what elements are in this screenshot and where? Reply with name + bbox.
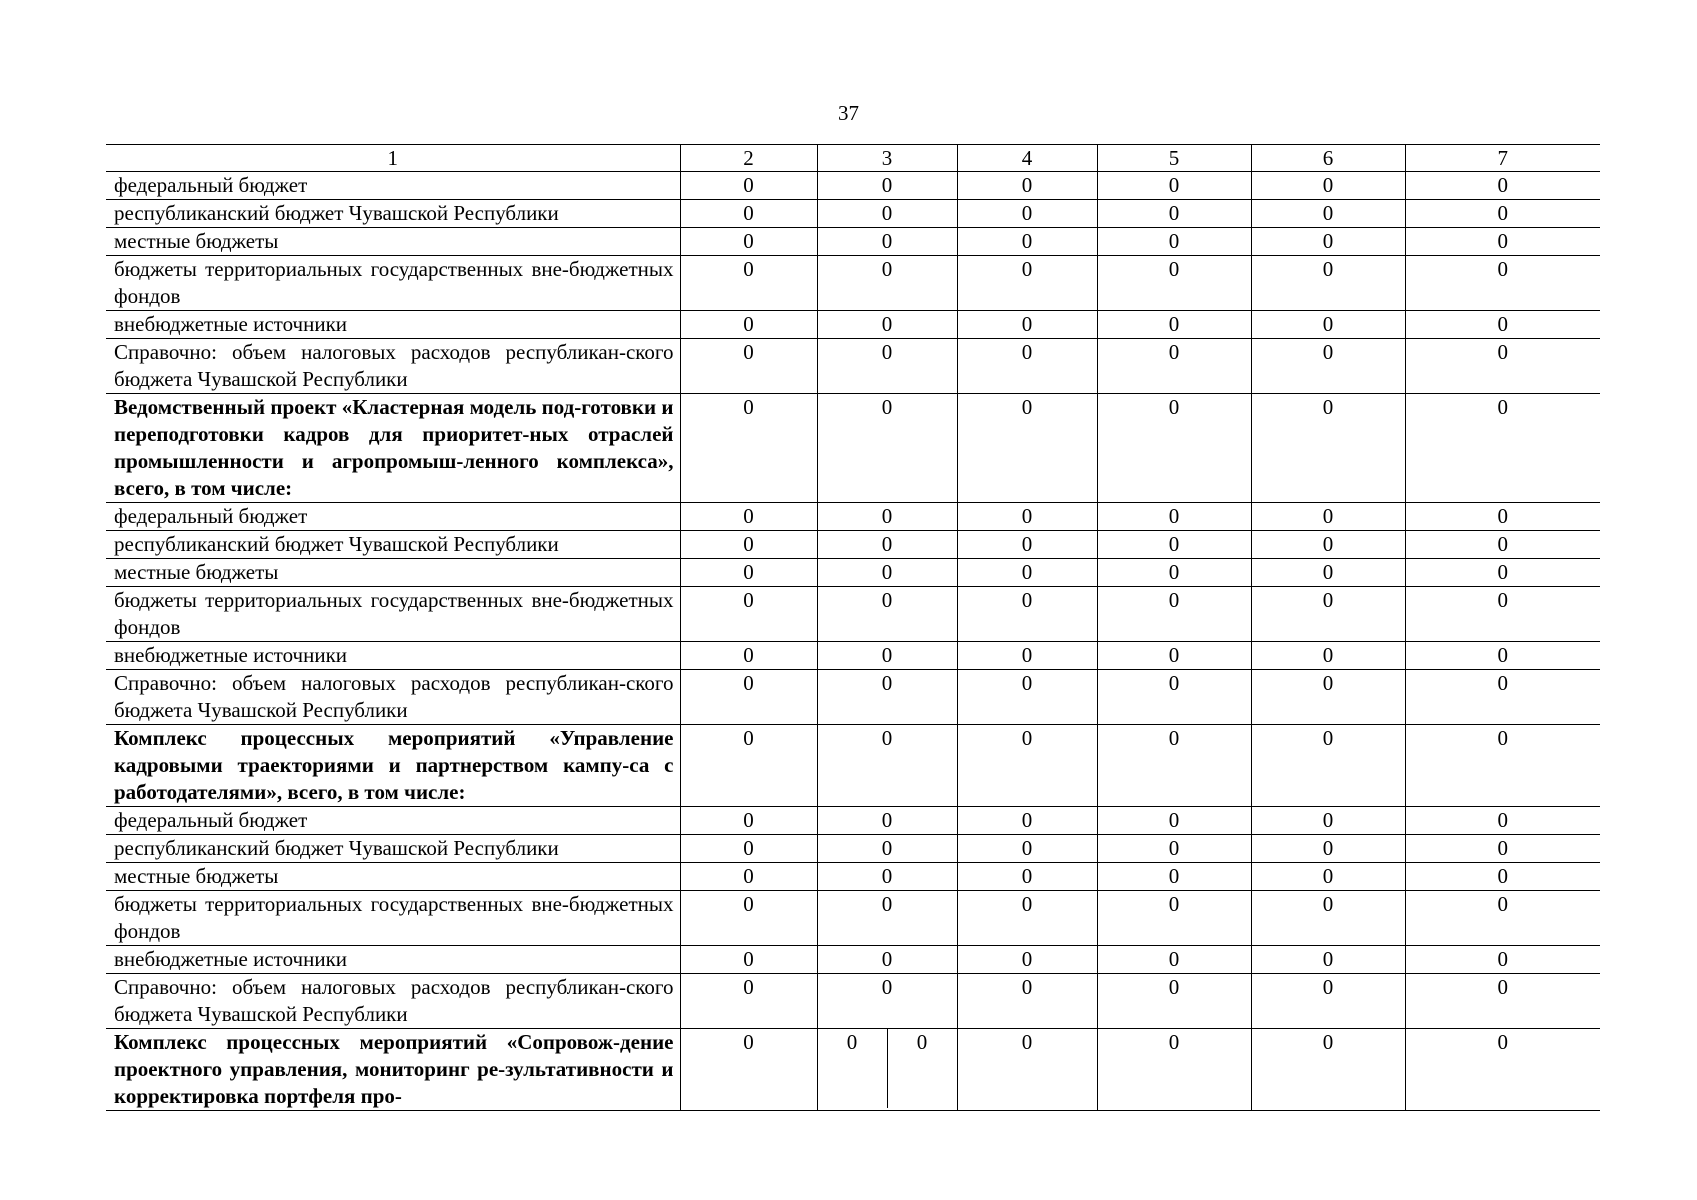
value-cell: 0 (817, 725, 957, 807)
row-label-cell (106, 311, 680, 339)
value-cell: 0 (1251, 974, 1405, 1029)
value-cell: 0 (817, 835, 957, 863)
value-cell: 0 (1405, 394, 1600, 503)
section-label: Комплекс процессных мероприятий «Сопровож-дение проектного управления, мониторинг ре-зультативности и корректировка портфеля про- (114, 1030, 674, 1108)
value-cell: 0 (1405, 1029, 1600, 1111)
value-cell: 0 (817, 974, 957, 1029)
table-row (106, 946, 1600, 974)
value-cell: 0 (1251, 503, 1405, 531)
value-cell: 0 (680, 642, 817, 670)
value-cell: 0 (1097, 587, 1251, 642)
value-cell: 0 (680, 311, 817, 339)
value-cell: 0 (1097, 394, 1251, 503)
row-label: Справочно: объем налоговых расходов республикан-ского бюджета Чувашской Республики (114, 975, 674, 1026)
value-cell: 0 (1097, 172, 1251, 200)
value-cell: 0 (817, 531, 957, 559)
value-cell: 0 (1251, 807, 1405, 835)
value-cell: 0 (1405, 559, 1600, 587)
value-cell: 0 (817, 807, 957, 835)
value-cell: 0 (1405, 807, 1600, 835)
row-label: Справочно: объем налоговых расходов республикан-ского бюджета Чувашской Республики (114, 671, 674, 722)
value-cell: 0 (1097, 311, 1251, 339)
value-cell: 0 (1097, 891, 1251, 946)
value-cell: 0 (957, 559, 1097, 587)
page-number: 37 (838, 101, 859, 125)
value-cell: 0 (1405, 670, 1600, 725)
value-cell: 0 (957, 228, 1097, 256)
value-cell: 0 (680, 503, 817, 531)
value-cell: 0 (1405, 256, 1600, 311)
value-cell: 0 (1405, 172, 1600, 200)
value-cell: 0 (1097, 835, 1251, 863)
section-label: Ведомственный проект «Кластерная модель под-готовки и переподготовки кадров для приоритет-ных отраслей промышленности и агропромыш-ленного комплекса», всего, в том числе: (114, 395, 674, 500)
value-cell: 0 (1097, 946, 1251, 974)
value-cell: 0 (1251, 835, 1405, 863)
table-row (106, 891, 1600, 946)
value-cell: 0 (1097, 863, 1251, 891)
value-cell: 0 (1251, 1029, 1405, 1111)
value-cell: 0 (680, 863, 817, 891)
row-label-cell (106, 863, 680, 891)
value-cell: 0 (1405, 503, 1600, 531)
row-label: местные бюджеты (114, 229, 279, 253)
row-label-cell (106, 670, 680, 725)
budget-table (106, 144, 1600, 1111)
value-cell: 0 (1097, 725, 1251, 807)
value-cell: 0 (957, 311, 1097, 339)
table-row (106, 503, 1600, 531)
value-cell: 0 (680, 587, 817, 642)
row-label-cell (106, 946, 680, 974)
sub-value: 0 (887, 1029, 957, 1108)
value-cell: 0 (957, 835, 1097, 863)
value-cell: 0 (680, 946, 817, 974)
table-row (106, 172, 1600, 200)
column-header-4: 4 (957, 145, 1097, 172)
value-cell: 0 (680, 835, 817, 863)
row-label-cell (106, 394, 680, 503)
value-cell: 0 (817, 587, 957, 642)
value-cell: 0 (1251, 394, 1405, 503)
row-label: федеральный бюджет (114, 808, 308, 832)
value-cell: 0 (817, 863, 957, 891)
row-label: бюджеты территориальных государственных вне-бюджетных фондов (114, 892, 674, 943)
value-cell: 0 (957, 1029, 1097, 1111)
value-cell: 0 (957, 891, 1097, 946)
column-header-6: 6 (1251, 145, 1405, 172)
value-cell: 0 (957, 172, 1097, 200)
table-row (106, 587, 1600, 642)
value-cell: 0 (957, 642, 1097, 670)
section-label: Комплекс процессных мероприятий «Управление кадровыми траекториями и партнерством кампу-са с работодателями», всего, в том числе: (114, 726, 674, 804)
row-label-cell (106, 725, 680, 807)
split-value-cell (817, 1029, 957, 1111)
value-cell: 0 (680, 228, 817, 256)
value-cell: 0 (817, 559, 957, 587)
column-header-3: 3 (817, 145, 957, 172)
column-header-7: 7 (1405, 145, 1600, 172)
split-values (818, 1029, 957, 1108)
value-cell: 0 (957, 503, 1097, 531)
value-cell: 0 (680, 172, 817, 200)
value-cell: 0 (1251, 559, 1405, 587)
row-label-cell (106, 531, 680, 559)
header-row (106, 145, 1600, 172)
value-cell: 0 (1251, 670, 1405, 725)
value-cell: 0 (957, 531, 1097, 559)
value-cell: 0 (1251, 339, 1405, 394)
table-row (106, 228, 1600, 256)
row-label-cell (106, 256, 680, 311)
value-cell: 0 (1405, 339, 1600, 394)
value-cell: 0 (1251, 891, 1405, 946)
row-label: республиканский бюджет Чувашской Республики (114, 532, 559, 556)
value-cell: 0 (817, 503, 957, 531)
value-cell: 0 (817, 311, 957, 339)
value-cell: 0 (957, 807, 1097, 835)
value-cell: 0 (1251, 642, 1405, 670)
value-cell: 0 (957, 394, 1097, 503)
value-cell: 0 (1405, 835, 1600, 863)
row-label-cell (106, 228, 680, 256)
value-cell: 0 (817, 642, 957, 670)
value-cell: 0 (1251, 946, 1405, 974)
value-cell: 0 (1251, 200, 1405, 228)
value-cell: 0 (1251, 587, 1405, 642)
table-row (106, 863, 1600, 891)
value-cell: 0 (1251, 172, 1405, 200)
value-cell: 0 (680, 531, 817, 559)
column-header-2: 2 (680, 145, 817, 172)
value-cell: 0 (1097, 200, 1251, 228)
value-cell: 0 (817, 394, 957, 503)
value-cell: 0 (957, 339, 1097, 394)
section-row (106, 725, 1600, 807)
value-cell: 0 (817, 946, 957, 974)
section-row (106, 394, 1600, 503)
table-row (106, 311, 1600, 339)
value-cell: 0 (1097, 559, 1251, 587)
row-label-cell (106, 200, 680, 228)
row-label-cell (106, 503, 680, 531)
row-label-cell (106, 835, 680, 863)
value-cell: 0 (957, 670, 1097, 725)
value-cell: 0 (1405, 891, 1600, 946)
value-cell: 0 (1097, 974, 1251, 1029)
row-label: республиканский бюджет Чувашской Республики (114, 201, 559, 225)
row-label: Справочно: объем налоговых расходов республикан-ского бюджета Чувашской Республики (114, 340, 674, 391)
value-cell: 0 (817, 339, 957, 394)
value-cell: 0 (680, 256, 817, 311)
value-cell: 0 (817, 256, 957, 311)
value-cell: 0 (1251, 531, 1405, 559)
value-cell: 0 (817, 228, 957, 256)
value-cell: 0 (1097, 807, 1251, 835)
row-label: внебюджетные источники (114, 643, 348, 667)
value-cell: 0 (1097, 339, 1251, 394)
value-cell: 0 (957, 256, 1097, 311)
row-label: республиканский бюджет Чувашской Республики (114, 836, 559, 860)
value-cell: 0 (1405, 228, 1600, 256)
value-cell: 0 (817, 172, 957, 200)
value-cell: 0 (680, 394, 817, 503)
column-header-5: 5 (1097, 145, 1251, 172)
table-row (106, 974, 1600, 1029)
value-cell: 0 (1097, 642, 1251, 670)
row-label-cell (106, 339, 680, 394)
value-cell: 0 (1405, 200, 1600, 228)
row-label-cell (106, 1029, 680, 1111)
row-label-cell (106, 807, 680, 835)
value-cell: 0 (1405, 725, 1600, 807)
value-cell: 0 (680, 725, 817, 807)
table-row (106, 559, 1600, 587)
row-label-cell (106, 891, 680, 946)
value-cell: 0 (1097, 228, 1251, 256)
value-cell: 0 (1097, 503, 1251, 531)
value-cell: 0 (957, 587, 1097, 642)
value-cell: 0 (1251, 863, 1405, 891)
row-label: федеральный бюджет (114, 173, 308, 197)
row-label-cell (106, 559, 680, 587)
row-label: внебюджетные источники (114, 312, 348, 336)
value-cell: 0 (1251, 256, 1405, 311)
value-cell: 0 (817, 200, 957, 228)
row-label: внебюджетные источники (114, 947, 348, 971)
row-label: бюджеты территориальных государственных вне-бюджетных фондов (114, 588, 674, 639)
value-cell: 0 (817, 891, 957, 946)
row-label: местные бюджеты (114, 864, 279, 888)
value-cell: 0 (1097, 670, 1251, 725)
table-row (106, 642, 1600, 670)
row-label-cell (106, 587, 680, 642)
table-row (106, 670, 1600, 725)
table-row (106, 807, 1600, 835)
value-cell: 0 (680, 974, 817, 1029)
value-cell: 0 (1405, 863, 1600, 891)
row-label-cell (106, 642, 680, 670)
value-cell: 0 (957, 974, 1097, 1029)
value-cell: 0 (1251, 311, 1405, 339)
value-cell: 0 (1405, 642, 1600, 670)
value-cell: 0 (1405, 974, 1600, 1029)
value-cell: 0 (680, 1029, 817, 1111)
value-cell: 0 (1097, 256, 1251, 311)
value-cell: 0 (1097, 1029, 1251, 1111)
value-cell: 0 (680, 891, 817, 946)
table-row (106, 200, 1600, 228)
value-cell: 0 (1405, 946, 1600, 974)
value-cell: 0 (680, 200, 817, 228)
value-cell: 0 (1251, 725, 1405, 807)
row-label: федеральный бюджет (114, 504, 308, 528)
value-cell: 0 (957, 863, 1097, 891)
column-header-1: 1 (106, 145, 680, 172)
value-cell: 0 (817, 670, 957, 725)
row-label: местные бюджеты (114, 560, 279, 584)
value-cell: 0 (1405, 311, 1600, 339)
table-row (106, 339, 1600, 394)
value-cell: 0 (1097, 531, 1251, 559)
section-row (106, 1029, 1600, 1111)
value-cell: 0 (1405, 531, 1600, 559)
table-row (106, 835, 1600, 863)
sub-value: 0 (846, 1030, 858, 1054)
value-cell: 0 (680, 339, 817, 394)
value-cell: 0 (1405, 587, 1600, 642)
value-cell: 0 (1251, 228, 1405, 256)
table-row (106, 256, 1600, 311)
value-cell: 0 (957, 725, 1097, 807)
row-label: бюджеты территориальных государственных вне-бюджетных фондов (114, 257, 674, 308)
table-body (106, 172, 1600, 1111)
value-cell: 0 (680, 670, 817, 725)
value-cell: 0 (957, 200, 1097, 228)
value-cell: 0 (957, 946, 1097, 974)
table-row (106, 531, 1600, 559)
value-cell: 0 (680, 807, 817, 835)
value-cell: 0 (680, 559, 817, 587)
row-label-cell (106, 974, 680, 1029)
row-label-cell (106, 172, 680, 200)
